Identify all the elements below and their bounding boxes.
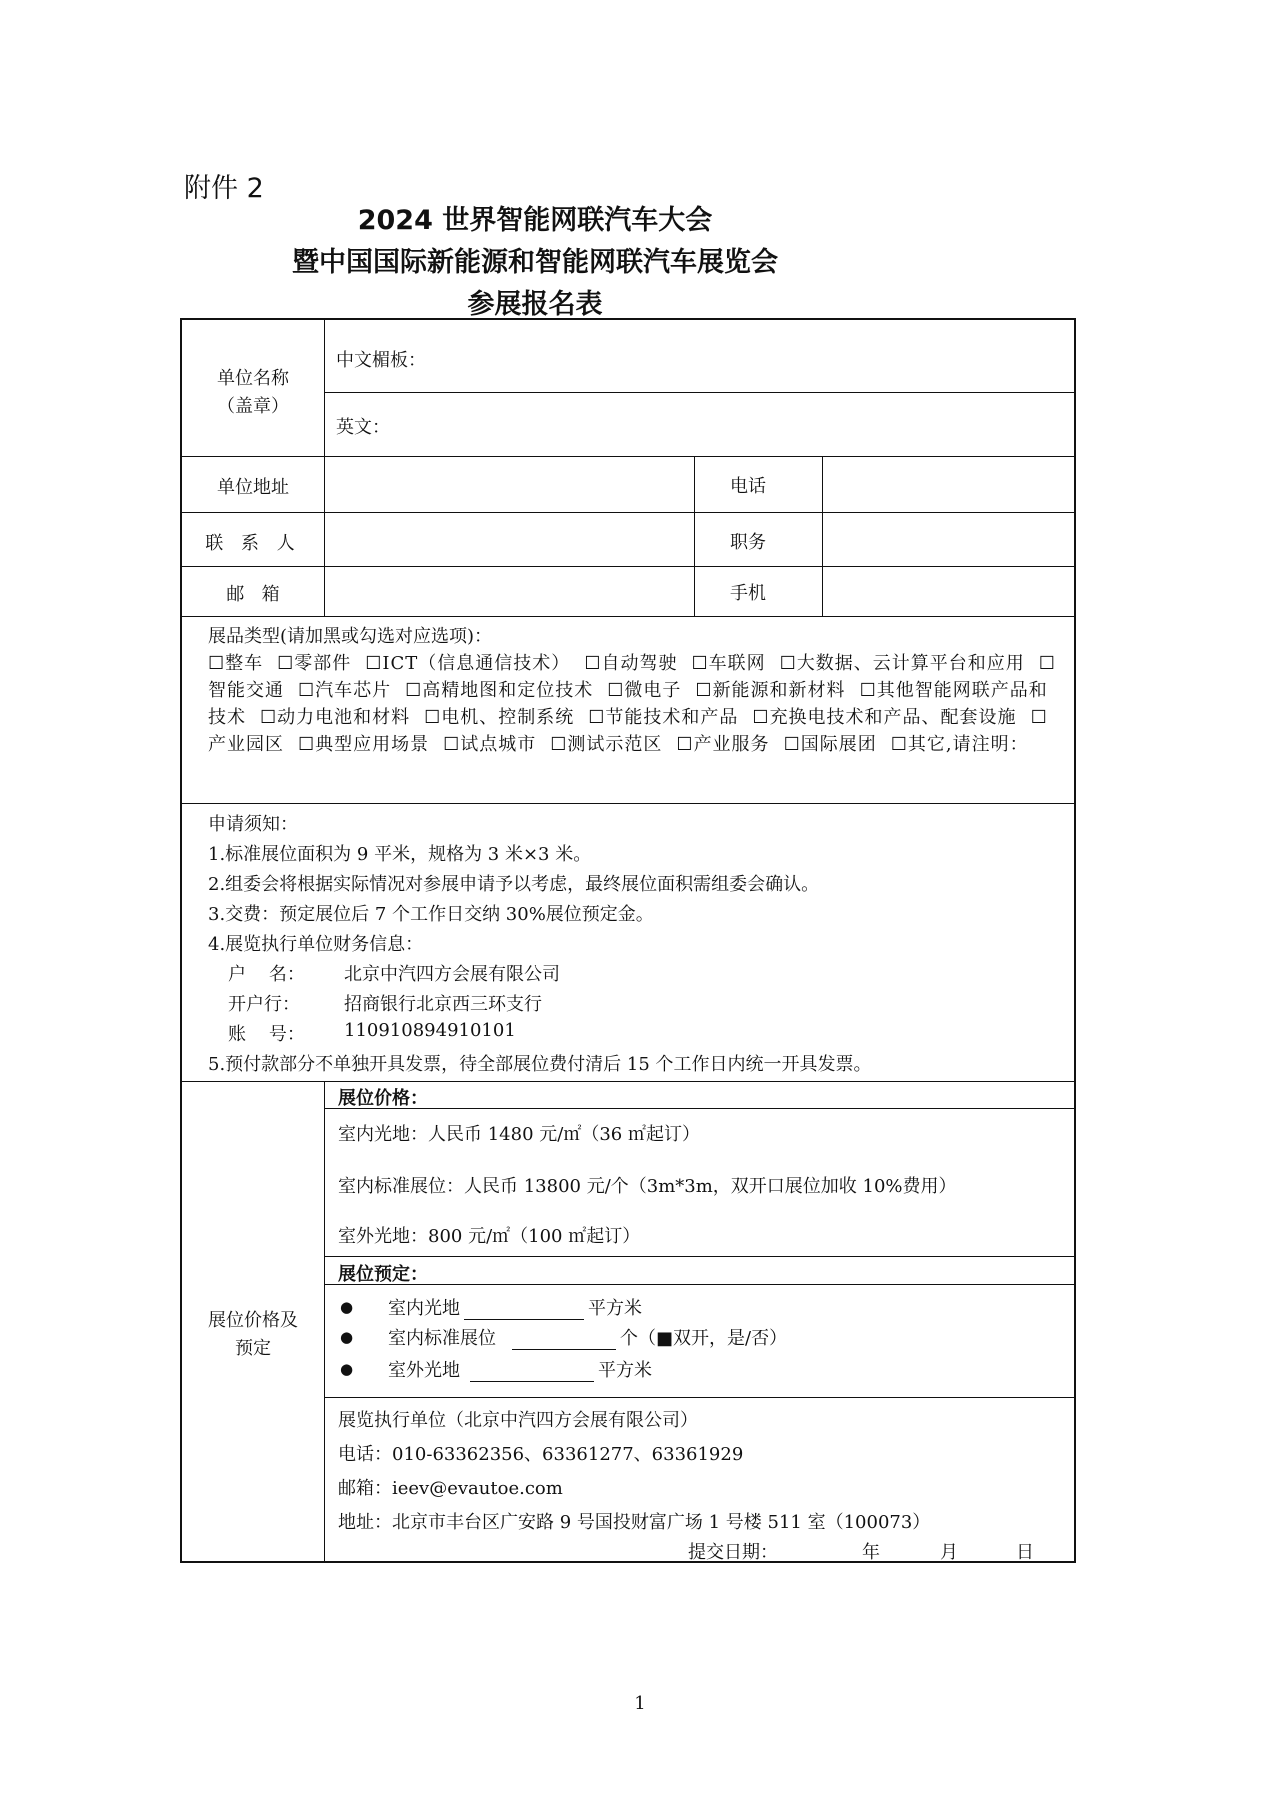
checkbox-icon[interactable]: ☐ [1030,707,1048,728]
category-option[interactable] [443,734,536,755]
category-list [208,650,1058,758]
checkbox-icon[interactable]: ☐ [298,680,316,701]
unit-seal-label: （盖章） [217,396,289,417]
price-heading: 展位价格： [338,1088,428,1109]
category-label: 零部件 [294,653,352,674]
checkbox-icon[interactable]: ☐ [752,707,770,728]
account-name-label: 户 名： [228,964,305,985]
booking-indoor-standard: 室内标准展位 个（■双开，是/否） [388,1328,788,1349]
checkbox-icon[interactable]: ☐ [277,653,295,674]
category-label: 测试示范区 [567,734,663,755]
notice-1: 1.标准展位面积为 9 平米，规格为 3 米×3 米。 [208,844,592,865]
category-label: 自动驾驶 [601,653,678,674]
category-label: 电机、控制系统 [441,707,575,728]
category-option[interactable] [691,653,765,674]
checkbox-icon[interactable]: ☐ [890,734,908,755]
category-option[interactable] [695,680,845,701]
booth-side-label-2: 预定 [235,1338,271,1359]
chinese-fascia-label: 中文楣板： [336,350,426,371]
unit-name-label: 单位名称 [217,368,289,389]
date-day: 日 [1016,1542,1034,1563]
booking-indoor-space: 室内光地 平方米 [388,1298,642,1319]
price-indoor-standard: 室内标准展位：人民币 13800 元/个（3m*3m，双开口展位加收 10%费用） [338,1176,957,1197]
category-label: 汽车芯片 [315,680,392,701]
category-option[interactable] [424,707,574,728]
organizer-address: 地址：北京市丰台区广安路 9 号国投财富广场 1 号楼 511 室（100073） [338,1512,931,1533]
checkbox-icon[interactable]: ☐ [676,734,694,755]
title-line-2: 暨中国国际新能源和智能网联汽车展览会 [292,247,778,278]
contact-label: 联 系 人 [205,533,301,554]
submit-date-label: 提交日期： [688,1542,778,1563]
checkbox-icon[interactable]: ☐ [859,680,877,701]
booth-side-label-1: 展位价格及 [208,1310,298,1331]
notice-5: 5.预付款部分不单独开具发票，待全部展位费付清后 15 个工作日内统一开具发票。 [208,1054,872,1075]
bank-label: 开户行： [228,994,300,1015]
category-option[interactable] [780,653,1025,674]
category-option[interactable] [607,680,681,701]
categories-heading: 展品类型(请加黑或勾选对应选项)： [208,626,493,647]
organizer-email: 邮箱：ieev@evautoe.com [338,1478,563,1499]
notice-2: 2.组委会将根据实际情况对参展申请予以考虑，最终展位面积需组委会确认。 [208,874,820,895]
category-option[interactable] [277,653,351,674]
price-outdoor-space: 室外光地：800 元/㎡（100 ㎡起订） [338,1226,641,1247]
category-option[interactable] [584,653,677,674]
category-option[interactable] [676,734,769,755]
notice-3: 3.交费：预定展位后 7 个工作日交纳 30%展位预定金。 [208,904,654,925]
checkbox-icon[interactable]: ☐ [550,734,568,755]
category-option[interactable] [784,734,877,755]
category-label: 其它,请注明： [907,734,1029,755]
category-option[interactable] [405,680,593,701]
category-option[interactable] [260,707,410,728]
category-label: 微电子 [624,680,682,701]
category-option[interactable] [752,707,1016,728]
account-name: 北京中汽四方会展有限公司 [344,964,560,985]
category-label: 动力电池和材料 [277,707,411,728]
bullet-icon: ● [340,1360,354,1378]
category-label: 大数据、云计算平台和应用 [796,653,1025,674]
notice-4: 4.展览执行单位财务信息： [208,934,424,955]
category-option[interactable] [891,734,1029,755]
category-label: 高精地图和定位技术 [422,680,594,701]
title-line-1: 2024 世界智能网联汽车大会 [357,205,713,236]
checkbox-icon[interactable]: ☐ [365,653,383,674]
phone-label: 电话 [730,476,766,497]
position-label: 职务 [730,532,766,553]
checkbox-icon[interactable]: ☐ [260,707,278,728]
page-number: 1 [634,1693,646,1714]
checkbox-icon[interactable]: ☐ [405,680,423,701]
category-label: 新能源和新材料 [712,680,846,701]
checkbox-icon[interactable]: ☐ [424,707,442,728]
indoor-standard-blank[interactable] [512,1349,616,1350]
category-label: 其他智能网联产品和技术 [208,680,1048,728]
checkbox-icon[interactable]: ☐ [779,653,797,674]
checkbox-icon[interactable]: ☐ [298,734,316,755]
category-label: 智能交通 [208,680,284,701]
category-label: 充换电技术和产品、配套设施 [769,707,1017,728]
date-year: 年 [862,1542,880,1563]
organizer-phone: 电话：010-63362356、63361277、63361929 [338,1444,744,1465]
category-label: ICT（信息通信技术） [382,653,571,674]
category-label: 车联网 [708,653,766,674]
checkbox-icon[interactable]: ☐ [695,680,713,701]
organizer: 展览执行单位（北京中汽四方会展有限公司） [338,1410,698,1431]
category-option[interactable] [550,734,662,755]
bullet-icon: ● [340,1298,354,1316]
category-option[interactable] [588,707,738,728]
registration-form [180,318,1076,1563]
category-label: 典型应用场景 [315,734,430,755]
checkbox-icon[interactable]: ☐ [584,653,602,674]
bank-name: 招商银行北京西三环支行 [344,994,542,1015]
price-indoor-space: 室内光地：人民币 1480 元/㎡（36 ㎡起订） [338,1124,700,1145]
account-number-label: 账 号： [228,1024,305,1045]
title-line-3: 参展报名表 [467,289,603,320]
category-label: 产业服务 [693,734,770,755]
category-label: 整车 [225,653,264,674]
indoor-space-blank[interactable] [464,1319,584,1320]
category-option[interactable] [365,653,570,674]
checkbox-icon[interactable]: ☐ [1038,653,1056,674]
notice-heading: 申请须知： [208,814,298,835]
checkbox-icon[interactable]: ☐ [607,680,625,701]
address-label: 单位地址 [217,477,289,498]
checkbox-icon[interactable]: ☐ [691,653,709,674]
mobile-label: 手机 [730,583,766,604]
checkbox-icon[interactable]: ☐ [208,653,226,674]
email-label: 邮 箱 [226,584,280,605]
attachment-label: 附件 2 [184,173,264,204]
category-label: 节能技术和产品 [605,707,739,728]
outdoor-space-blank[interactable] [470,1381,594,1382]
account-number: 110910894910101 [344,1020,516,1041]
checkbox-icon[interactable]: ☐ [588,707,606,728]
bullet-icon: ● [340,1328,354,1346]
date-month: 月 [940,1542,958,1563]
booking-heading: 展位预定： [338,1264,428,1285]
checkbox-icon[interactable]: ☐ [783,734,801,755]
category-label: 试点城市 [460,734,537,755]
category-option[interactable] [298,680,391,701]
category-option[interactable] [298,734,429,755]
checkbox-icon[interactable]: ☐ [443,734,461,755]
category-option[interactable] [208,653,263,674]
category-label: 产业园区 [208,734,284,755]
category-label: 国际展团 [800,734,877,755]
booking-outdoor-space: 室外光地 平方米 [388,1360,652,1381]
english-name-label: 英文： [336,417,390,438]
